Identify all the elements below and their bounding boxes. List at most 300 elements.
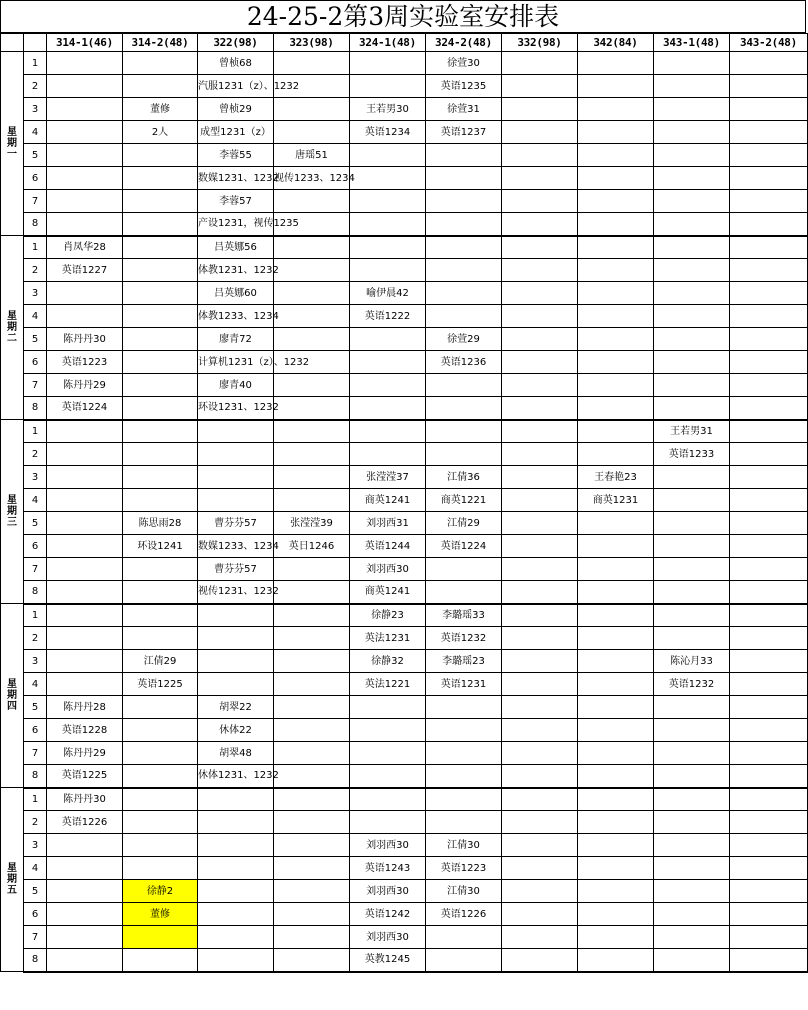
schedule-cell — [47, 351, 123, 374]
schedule-cell — [654, 52, 730, 75]
schedule-cell — [502, 512, 578, 535]
cell-text: 英法1231 — [364, 632, 411, 644]
schedule-title: 24-25-2第3周实验室安排表 — [0, 0, 806, 33]
schedule-cell — [426, 489, 502, 512]
period-number: 5 — [24, 144, 47, 167]
schedule-cell — [654, 351, 730, 374]
period-number: 7 — [24, 926, 47, 949]
schedule-row — [1, 742, 808, 765]
cell-text: 徐静32 — [371, 655, 404, 667]
cell-text: 英语1236 — [440, 356, 487, 368]
period-number: 3 — [24, 98, 47, 121]
day-label: 星 期 二 — [1, 236, 24, 420]
schedule-cell — [47, 581, 123, 604]
schedule-row — [1, 167, 808, 190]
cell-text: 刘羽西30 — [366, 563, 409, 575]
schedule-cell — [274, 834, 350, 857]
schedule-cell — [502, 236, 578, 259]
schedule-cell — [47, 765, 123, 788]
schedule-cell — [578, 98, 654, 121]
schedule-cell — [730, 282, 808, 305]
schedule-cell — [123, 52, 198, 75]
cell-text: 英语1226 — [440, 908, 487, 920]
cell-text: 陈丹丹29 — [63, 747, 106, 759]
period-number: 4 — [24, 673, 47, 696]
schedule-cell — [198, 190, 274, 213]
cell-text: 董修 — [150, 908, 170, 920]
schedule-cell — [426, 466, 502, 489]
schedule-cell — [198, 719, 274, 742]
schedule-cell — [426, 397, 502, 420]
schedule-cell — [426, 903, 502, 926]
period-number: 4 — [24, 121, 47, 144]
schedule-cell — [730, 144, 808, 167]
schedule-cell — [47, 259, 123, 282]
schedule-cell — [198, 374, 274, 397]
schedule-cell — [123, 190, 198, 213]
schedule-row — [1, 857, 808, 880]
day-label: 星 期 三 — [1, 420, 24, 604]
schedule-cell — [578, 650, 654, 673]
schedule-row — [1, 788, 808, 811]
schedule-cell — [274, 420, 350, 443]
schedule-cell — [350, 121, 426, 144]
cell-text: 刘羽西30 — [366, 885, 409, 897]
schedule-cell — [350, 144, 426, 167]
cell-text: 商英1241 — [364, 494, 411, 506]
cell-text: 陈丹丹28 — [63, 701, 106, 713]
schedule-cell — [123, 949, 198, 972]
schedule-cell — [47, 926, 123, 949]
schedule-cell — [47, 949, 123, 972]
schedule-cell — [274, 167, 355, 190]
schedule-cell — [502, 144, 578, 167]
schedule-cell — [123, 604, 198, 627]
schedule-cell — [198, 788, 274, 811]
schedule-cell — [123, 903, 198, 926]
schedule-cell — [578, 282, 654, 305]
schedule-cell — [274, 949, 350, 972]
schedule-body — [1, 52, 808, 972]
schedule-cell — [502, 213, 578, 236]
schedule-cell — [654, 121, 730, 144]
schedule-cell — [274, 397, 350, 420]
schedule-cell — [350, 374, 426, 397]
schedule-row — [1, 466, 808, 489]
schedule-cell — [730, 788, 808, 811]
schedule-cell — [502, 719, 578, 742]
schedule-cell — [654, 213, 730, 236]
schedule-cell — [47, 397, 123, 420]
cell-text: 陈丹丹30 — [63, 793, 106, 805]
schedule-row — [1, 949, 808, 972]
schedule-cell — [198, 581, 279, 604]
schedule-cell — [350, 259, 426, 282]
schedule-row — [1, 98, 808, 121]
schedule-cell — [654, 282, 730, 305]
schedule-cell — [350, 581, 426, 604]
period-number: 7 — [24, 742, 47, 765]
schedule-cell — [426, 351, 502, 374]
cell-text: 英语1224 — [440, 540, 487, 552]
schedule-cell — [654, 581, 730, 604]
cell-text: 胡翠22 — [219, 701, 252, 713]
schedule-row — [1, 121, 808, 144]
room-header: 324-1(48) — [350, 34, 426, 52]
schedule-cell — [654, 466, 730, 489]
schedule-cell — [350, 880, 426, 903]
schedule-cell — [426, 949, 502, 972]
header-corner-period — [24, 34, 47, 52]
schedule-row — [1, 673, 808, 696]
schedule-cell — [654, 696, 730, 719]
schedule-cell — [350, 903, 426, 926]
schedule-cell — [578, 857, 654, 880]
cell-text: 江倩30 — [447, 839, 480, 851]
schedule-cell — [578, 305, 654, 328]
schedule-cell — [198, 949, 274, 972]
schedule-cell — [47, 719, 123, 742]
schedule-cell — [730, 535, 808, 558]
schedule-cell — [730, 581, 808, 604]
period-number: 8 — [24, 949, 47, 972]
period-number: 7 — [24, 374, 47, 397]
schedule-row — [1, 512, 808, 535]
schedule-cell — [274, 696, 350, 719]
schedule-cell — [426, 627, 502, 650]
schedule-cell — [502, 167, 578, 190]
schedule-cell — [730, 351, 808, 374]
schedule-cell — [502, 765, 578, 788]
schedule-cell — [654, 604, 730, 627]
period-number: 7 — [24, 190, 47, 213]
schedule-cell — [730, 213, 808, 236]
schedule-cell — [426, 167, 502, 190]
schedule-cell — [198, 811, 274, 834]
schedule-cell — [426, 765, 502, 788]
schedule-cell — [123, 167, 198, 190]
schedule-cell — [426, 259, 502, 282]
cell-text: 肖凤华28 — [63, 241, 106, 253]
cell-text: 徐萱29 — [447, 333, 480, 345]
schedule-row — [1, 282, 808, 305]
schedule-cell — [578, 489, 654, 512]
schedule-cell — [47, 903, 123, 926]
schedule-cell — [47, 811, 123, 834]
schedule-cell — [274, 880, 350, 903]
schedule-cell — [578, 259, 654, 282]
cell-text: 廖青40 — [219, 379, 252, 391]
schedule-cell — [426, 673, 502, 696]
schedule-cell — [47, 466, 123, 489]
schedule-cell — [123, 374, 198, 397]
cell-text: 商英1221 — [440, 494, 487, 506]
schedule-cell — [730, 98, 808, 121]
schedule-cell — [47, 604, 123, 627]
schedule-cell — [578, 903, 654, 926]
schedule-cell — [350, 420, 426, 443]
schedule-cell — [502, 949, 578, 972]
schedule-cell — [578, 811, 654, 834]
schedule-cell — [274, 903, 350, 926]
schedule-cell — [502, 282, 578, 305]
schedule-cell — [198, 351, 310, 374]
cell-text: 英语1237 — [440, 126, 487, 138]
schedule-cell — [502, 52, 578, 75]
schedule-cell — [578, 673, 654, 696]
schedule-cell — [350, 443, 426, 466]
schedule-cell — [123, 535, 198, 558]
schedule-cell — [198, 98, 274, 121]
schedule-cell — [502, 650, 578, 673]
header-row — [1, 34, 808, 52]
cell-text: 张滢滢37 — [366, 471, 409, 483]
schedule-cell — [578, 627, 654, 650]
schedule-row — [1, 880, 808, 903]
schedule-cell — [198, 604, 274, 627]
schedule-row — [1, 765, 808, 788]
schedule-cell — [730, 305, 808, 328]
schedule-cell — [198, 52, 274, 75]
cell-text: 吕英娜56 — [214, 241, 257, 253]
schedule-cell — [198, 328, 274, 351]
schedule-cell — [198, 489, 274, 512]
schedule-cell — [502, 834, 578, 857]
cell-text: 体教1231、1232 — [198, 264, 279, 276]
room-header: 322(98) — [198, 34, 274, 52]
period-number: 2 — [24, 259, 47, 282]
cell-text: 王若男31 — [670, 425, 713, 437]
period-number: 8 — [24, 581, 47, 604]
schedule-cell — [350, 52, 426, 75]
period-number: 5 — [24, 696, 47, 719]
period-number: 2 — [24, 811, 47, 834]
schedule-cell — [47, 512, 123, 535]
period-number: 3 — [24, 466, 47, 489]
schedule-cell — [47, 190, 123, 213]
schedule-cell — [47, 673, 123, 696]
schedule-cell — [426, 558, 502, 581]
cell-text: 徐静2 — [146, 885, 174, 897]
schedule-cell — [47, 420, 123, 443]
schedule-cell — [730, 190, 808, 213]
header-corner-day — [1, 34, 24, 52]
period-number: 2 — [24, 627, 47, 650]
schedule-cell — [730, 259, 808, 282]
schedule-cell — [730, 604, 808, 627]
schedule-cell — [730, 834, 808, 857]
schedule-cell — [426, 857, 502, 880]
schedule-row — [1, 213, 808, 236]
schedule-cell — [502, 305, 578, 328]
schedule-cell — [123, 443, 198, 466]
cell-text: 英教1245 — [364, 954, 411, 966]
cell-text: 唐瑶51 — [295, 149, 328, 161]
cell-text: 2人 — [151, 126, 169, 138]
cell-text: 英语1228 — [61, 724, 108, 736]
cell-text: 李璐瑶33 — [442, 609, 485, 621]
schedule-cell — [426, 834, 502, 857]
schedule-cell — [198, 558, 274, 581]
schedule-cell — [654, 190, 730, 213]
schedule-cell — [274, 788, 350, 811]
cell-text: 陈思雨28 — [138, 517, 182, 529]
schedule-cell — [502, 466, 578, 489]
period-number: 3 — [24, 834, 47, 857]
schedule-cell — [578, 926, 654, 949]
schedule-cell — [578, 765, 654, 788]
schedule-cell — [198, 926, 274, 949]
cell-text: 英语1242 — [364, 908, 411, 920]
schedule-row — [1, 535, 808, 558]
schedule-cell — [123, 627, 198, 650]
schedule-cell — [578, 420, 654, 443]
cell-text: 陈丹丹30 — [63, 333, 106, 345]
schedule-cell — [350, 673, 426, 696]
schedule-cell — [350, 742, 426, 765]
period-number: 6 — [24, 719, 47, 742]
schedule-cell — [502, 604, 578, 627]
schedule-cell — [730, 558, 808, 581]
schedule-cell — [730, 742, 808, 765]
schedule-cell — [578, 144, 654, 167]
period-number: 4 — [24, 489, 47, 512]
cell-text: 李蓉57 — [219, 195, 252, 207]
schedule-row — [1, 834, 808, 857]
period-number: 8 — [24, 397, 47, 420]
schedule-cell — [123, 673, 198, 696]
schedule-cell — [578, 604, 654, 627]
schedule-cell — [654, 98, 730, 121]
schedule-cell — [502, 259, 578, 282]
schedule-cell — [274, 374, 350, 397]
schedule-row — [1, 604, 808, 627]
schedule-cell — [47, 213, 123, 236]
schedule-cell — [654, 374, 730, 397]
cell-text: 英语1222 — [364, 310, 411, 322]
schedule-cell — [654, 811, 730, 834]
schedule-cell — [350, 719, 426, 742]
schedule-cell — [47, 880, 123, 903]
schedule-cell — [578, 581, 654, 604]
schedule-cell — [578, 696, 654, 719]
schedule-cell — [426, 650, 502, 673]
schedule-cell — [198, 627, 274, 650]
schedule-cell — [654, 742, 730, 765]
schedule-cell — [123, 236, 198, 259]
schedule-cell — [730, 696, 808, 719]
schedule-cell — [274, 489, 350, 512]
schedule-cell — [350, 213, 426, 236]
cell-text: 英语1225 — [61, 770, 108, 782]
schedule-cell — [198, 880, 274, 903]
cell-text: 商英1231 — [592, 494, 639, 506]
schedule-cell — [274, 282, 350, 305]
schedule-cell — [426, 144, 502, 167]
cell-text: 吕英娜60 — [214, 287, 257, 299]
schedule-row — [1, 190, 808, 213]
schedule-cell — [123, 121, 198, 144]
schedule-cell — [123, 397, 198, 420]
cell-text: 江倩29 — [447, 517, 480, 529]
schedule-cell — [578, 52, 654, 75]
schedule-cell — [274, 581, 350, 604]
period-number: 1 — [24, 52, 47, 75]
schedule-cell — [426, 282, 502, 305]
schedule-cell — [123, 742, 198, 765]
schedule-cell — [198, 466, 274, 489]
day-label: 星 期 五 — [1, 788, 24, 972]
schedule-cell — [730, 167, 808, 190]
schedule-row — [1, 719, 808, 742]
schedule-cell — [350, 282, 426, 305]
cell-text: 英语1233 — [668, 448, 715, 460]
schedule-cell — [198, 765, 279, 788]
schedule-row — [1, 328, 808, 351]
schedule-cell — [274, 926, 350, 949]
schedule-cell — [274, 121, 350, 144]
cell-text: 徐萱31 — [447, 103, 480, 115]
schedule-cell — [502, 880, 578, 903]
schedule-cell — [654, 397, 730, 420]
schedule-cell — [502, 420, 578, 443]
period-number: 6 — [24, 351, 47, 374]
schedule-cell — [47, 443, 123, 466]
day-label: 星 期 四 — [1, 604, 24, 788]
schedule-cell — [578, 328, 654, 351]
schedule-cell — [274, 52, 350, 75]
schedule-cell — [123, 305, 198, 328]
schedule-cell — [502, 627, 578, 650]
room-header: 343-2(48) — [730, 34, 808, 52]
schedule-cell — [730, 880, 808, 903]
schedule-cell — [654, 420, 730, 443]
schedule-cell — [578, 949, 654, 972]
schedule-cell — [198, 259, 279, 282]
schedule-cell — [350, 466, 426, 489]
schedule-cell — [654, 167, 730, 190]
cell-text: 环设1241 — [137, 540, 183, 552]
schedule-cell — [578, 742, 654, 765]
cell-text: 英语1232 — [440, 632, 487, 644]
schedule-cell — [47, 650, 123, 673]
schedule-cell — [274, 259, 350, 282]
schedule-cell — [47, 374, 123, 397]
schedule-cell — [426, 75, 502, 98]
room-header: 324-2(48) — [426, 34, 502, 52]
schedule-cell — [350, 788, 426, 811]
schedule-cell — [654, 512, 730, 535]
schedule-cell — [198, 443, 274, 466]
schedule-cell — [123, 857, 198, 880]
period-number: 2 — [24, 443, 47, 466]
schedule-cell — [654, 719, 730, 742]
schedule-cell — [426, 213, 502, 236]
schedule-cell — [654, 489, 730, 512]
schedule-cell — [502, 696, 578, 719]
schedule-cell — [654, 880, 730, 903]
schedule-cell — [123, 144, 198, 167]
schedule-cell — [350, 696, 426, 719]
schedule-cell — [198, 512, 274, 535]
cell-text: 英语1235 — [440, 80, 487, 92]
cell-text: 英语1244 — [364, 540, 411, 552]
schedule-cell — [123, 98, 198, 121]
schedule-cell — [350, 305, 426, 328]
lab-schedule-table — [0, 33, 808, 973]
schedule-cell — [198, 535, 279, 558]
schedule-row — [1, 236, 808, 259]
